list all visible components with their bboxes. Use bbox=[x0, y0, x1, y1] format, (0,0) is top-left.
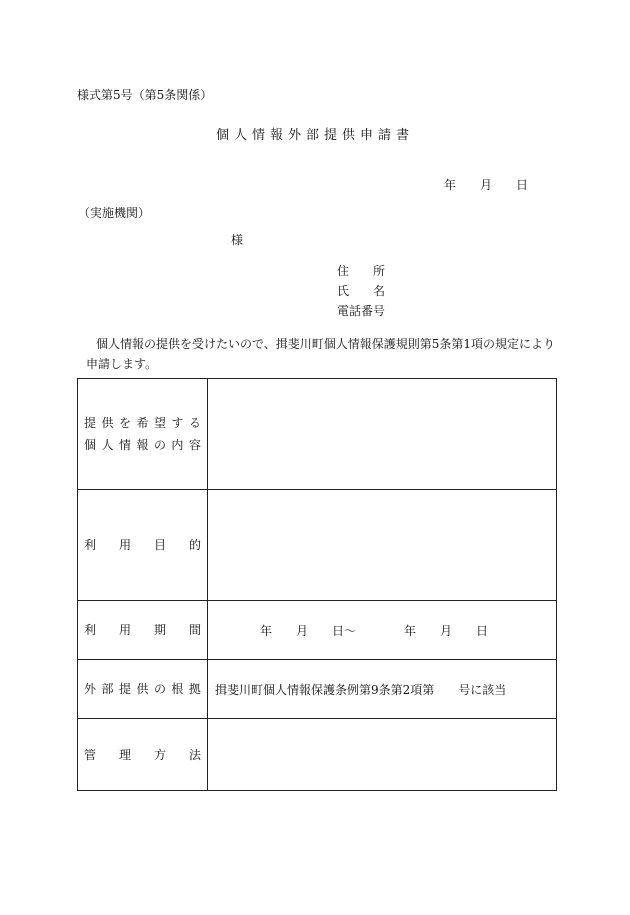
value-info-content[interactable] bbox=[208, 379, 557, 490]
label-line: 管 理 方 法 bbox=[84, 747, 201, 762]
form-number: 様式第5号（第5条関係） bbox=[77, 88, 213, 102]
table-row-info-content bbox=[78, 379, 557, 490]
application-form-table bbox=[77, 378, 557, 791]
statement-line-2: 申請します。 bbox=[86, 357, 158, 371]
label-line: 利 用 期 間 bbox=[84, 623, 201, 637]
applicant-block bbox=[337, 261, 385, 321]
table-row-basis bbox=[78, 660, 557, 719]
label-line: 利 用 目 的 bbox=[84, 538, 201, 552]
label-purpose bbox=[78, 490, 208, 601]
value-purpose[interactable] bbox=[208, 490, 557, 601]
value-period[interactable]: 年 月 日～ 年 月 日 bbox=[208, 601, 557, 660]
phone-label: 電話番号 bbox=[337, 304, 386, 318]
label-line: 外 部 提 供 の 根 拠 bbox=[84, 682, 201, 696]
label-management bbox=[78, 719, 208, 791]
date-line bbox=[444, 176, 528, 193]
table-row-purpose bbox=[78, 490, 557, 601]
label-line: 提 供 を 希 望 す る bbox=[84, 416, 201, 430]
date-day: 日 bbox=[516, 178, 529, 192]
date-month: 月 bbox=[480, 178, 493, 192]
document-title: 個人情報外部提供申請書 bbox=[215, 128, 414, 143]
label-info-content bbox=[78, 379, 208, 490]
statement-line-1: 個人情報の提供を受けたいので、揖斐川町個人情報保護規則第5条第1項の規定により bbox=[96, 337, 556, 351]
agency-label: （実施機関） bbox=[78, 206, 151, 220]
value-management[interactable] bbox=[208, 719, 557, 791]
label-basis bbox=[78, 660, 208, 719]
label-period bbox=[78, 601, 208, 660]
table-row-period bbox=[78, 601, 557, 660]
application-statement bbox=[78, 334, 558, 374]
value-basis[interactable]: 揖斐川町個人情報保護条例第9条第2項第 号に該当 bbox=[208, 660, 557, 719]
honorific: 様 bbox=[231, 233, 244, 247]
label-line: 個 人 情 報 の 内 容 bbox=[84, 438, 201, 452]
address-label: 住 所 bbox=[337, 264, 386, 278]
date-year: 年 bbox=[444, 178, 457, 192]
table-row-management bbox=[78, 719, 557, 791]
name-label: 氏 名 bbox=[337, 284, 386, 298]
